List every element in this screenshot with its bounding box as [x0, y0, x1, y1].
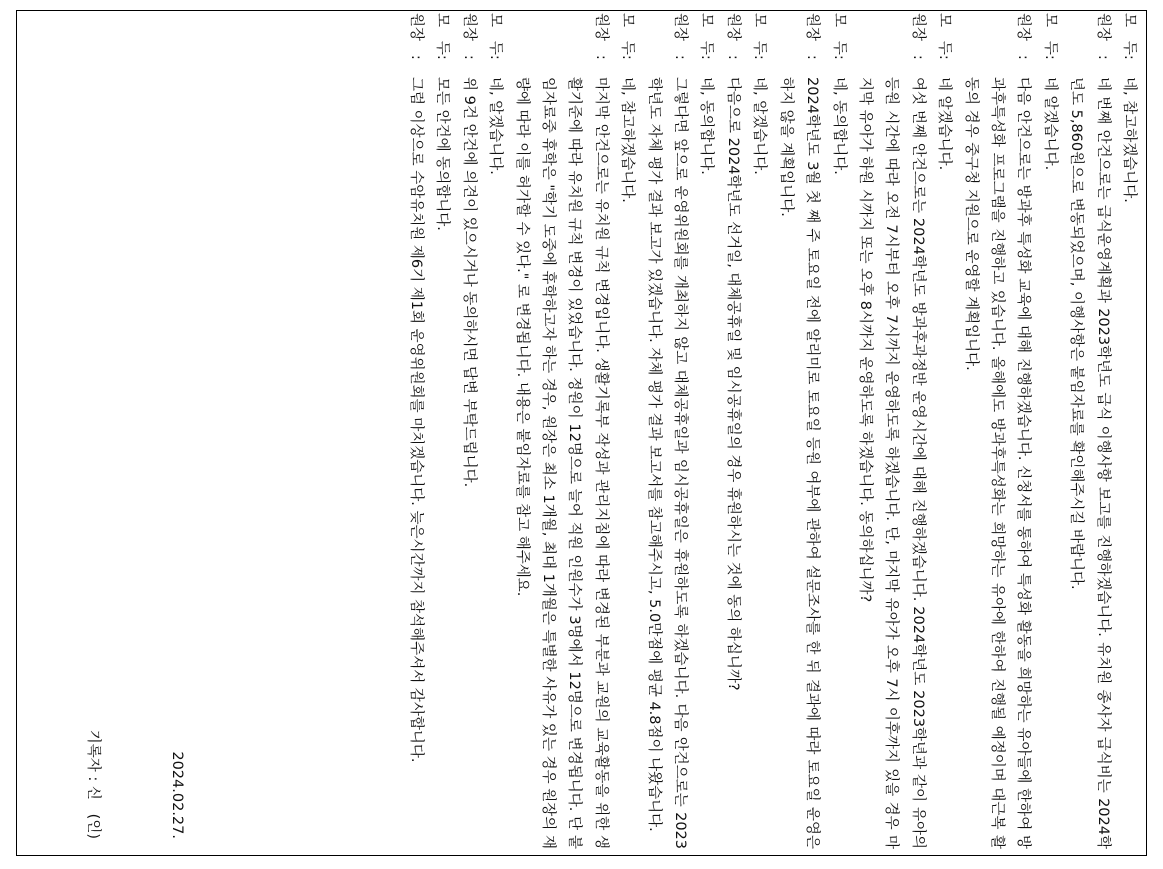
minutes-entry [1036, 13, 1062, 849]
speech-text: 다음 안건으로는 방과후 특성화 교육에 대해 진행하겠습니다. 신청서를 통하여 특성화 활동을 희망하는 유아들에 한하여 방과후특성화 프로그램을 진행하고 있습니다. 올해에도 방과후특성화는 희망하는 유아에 한하여 진행될 예정이며 대근복 활동의 경우 중구청 지원으로 운영할 계획입니다. [962, 77, 1032, 849]
minutes-entry [746, 13, 772, 849]
recorder-signature-line: 기록자 : 신 (인) [85, 729, 101, 839]
speaker-label: 모 두: [434, 13, 451, 60]
speaker-label: 모 두: [936, 13, 953, 60]
minutes-entry [640, 13, 693, 849]
speech-text: 네, 동의합니다. [830, 77, 847, 175]
minutes-entry [825, 13, 851, 849]
speaker-label: 모 두: [1041, 13, 1058, 60]
minutes-entry [1063, 13, 1116, 849]
speaker-label: 원장 : [909, 13, 926, 60]
minutes-entry [852, 13, 931, 849]
minutes-entry [403, 13, 429, 849]
document-frame [16, 10, 1147, 856]
speech-text: 모든 안건에 동의합니다. [434, 77, 451, 231]
speaker-label: 모 두: [830, 13, 847, 60]
speaker-label: 원장 : [460, 13, 477, 60]
speech-text: 네, 알겠습니다. [751, 77, 768, 175]
minutes-entry [931, 13, 957, 849]
speaker-label: 원장 : [672, 13, 689, 60]
speaker-label: 모 두: [619, 13, 636, 60]
speech-text: 위 9건 안건에 의견이 있으시거나 동의하시면 답변 부탁드립니다. [460, 77, 477, 488]
speech-text: 마지막 안건으로는 유치원 규칙 변경입니다. 생활기록부 작성과 관리지침에 따라 변경된 부분과 교원의 교육활동을 위한 생활기준에 따라 유치원 규칙 변경이 있었습니다. 정원이 12명으로 늘어 직원 인원수가 3명에서 12명으로 변경됩니다. 단 붙임자료중 휴학은 "학기 도중에 휴학하고자 하는 경우, 원장은 최소 1개월, 최대 1개월은 특별한 사유가 있는 경우 원장의 재량에 따라 이를 허가할 수 있다." 로 변경됩니다. 내용은 붙임자료를 참고 해주세요. [513, 77, 609, 849]
minutes-dialogue [403, 13, 1142, 849]
minutes-entry [1116, 13, 1142, 849]
speech-text: 네 번째 안건으로는 급식운영계획과 2023학년도 급식 이행사항 보고를 진행하겠습니다. 유치원 종사자 급식비는 2024학년도 5,860원으로 변동되었으며, 이행사항은 붙임자료를 확인해주시길 바랍니다. [1068, 77, 1111, 849]
speech-text: 네 알겠습니다. [1041, 77, 1058, 171]
speech-text: 2024학년도 3월 첫 째 주 토요일 전에 알리미로 토요일 등원 여부에 관하여 설문조사를 한 뒤 결과에 따라 토요일 운영은 하지 않을 계획입니다. [777, 77, 821, 849]
speech-text: 다음으로 2024학년도 선거일, 대체공휴일 및 임시공휴일의 경우 휴원하시는 것에 동의 하십니까? [724, 77, 741, 691]
minutes-entry [693, 13, 719, 849]
speech-text: 네, 알겠습니다. [487, 77, 504, 175]
speech-text: 그럼 이상으로 수암유치원 제6기 제1회 운영위원회를 마치겠습니다. 늦은시간까지 참석해주셔서 감사합니다. [408, 77, 425, 763]
speaker-label: 모 두: [698, 13, 715, 60]
minutes-entry [508, 13, 614, 849]
speech-text: 네, 동의합니다. [698, 77, 715, 175]
speaker-label: 모 두: [751, 13, 768, 60]
speaker-label: 원장 : [724, 13, 741, 60]
speech-text: 여섯 번째 안건으로는 2024학년도 방과후과정반 운영시간에 대해 진행하겠습니다. 2024학년도 2023학년과 같이 유아의 등원 시간에 따라 오전 7시부터 오후 7시까지 운영하도록 하겠습니다. 단, 마지막 유아가 오후 7시 이후까지 있을 경우 마지막 유아가 하원 시까지 또는 오후 8시까지 운영하도록 하겠습니다. 동의하십니까? [856, 77, 926, 849]
speech-text: 네, 참고하겠습니다. [1121, 77, 1137, 203]
speaker-label: 모 두: [1121, 13, 1137, 60]
meeting-minutes-page [22, 13, 1142, 849]
minutes-entry [957, 13, 1036, 849]
minutes-entry [614, 13, 640, 849]
minutes-entry [772, 13, 825, 849]
speaker-label: 모 두: [487, 13, 504, 60]
speech-text: 네 알겠습니다. [936, 77, 953, 171]
minutes-entry [455, 13, 481, 849]
speaker-label: 원장 : [592, 13, 609, 60]
speech-text: 네, 참고하겠습니다. [619, 77, 636, 203]
speech-text: 그렇다면 앞으로 운영위원회를 개최하지 않고 대체공휴일과 임시공휴일은 휴원하도록 하겠습니다. 다음 안건으로는 2023학년도 자체 평가 결과 보고가 있겠습니다. 자체 평가 결과 보고서를 참고해주시고, 5.0만점에 평균 4.8점이 나왔습니다. [645, 77, 689, 849]
speaker-label: 원장 : [804, 13, 821, 60]
speaker-label: 원장 : [1015, 13, 1032, 60]
meeting-date: 2024.02.27. [169, 751, 185, 839]
speaker-label: 원장 : [408, 13, 425, 60]
speaker-label: 원장 : [1094, 13, 1111, 60]
minutes-entry [482, 13, 508, 849]
minutes-entry [429, 13, 455, 849]
minutes-entry [720, 13, 746, 849]
